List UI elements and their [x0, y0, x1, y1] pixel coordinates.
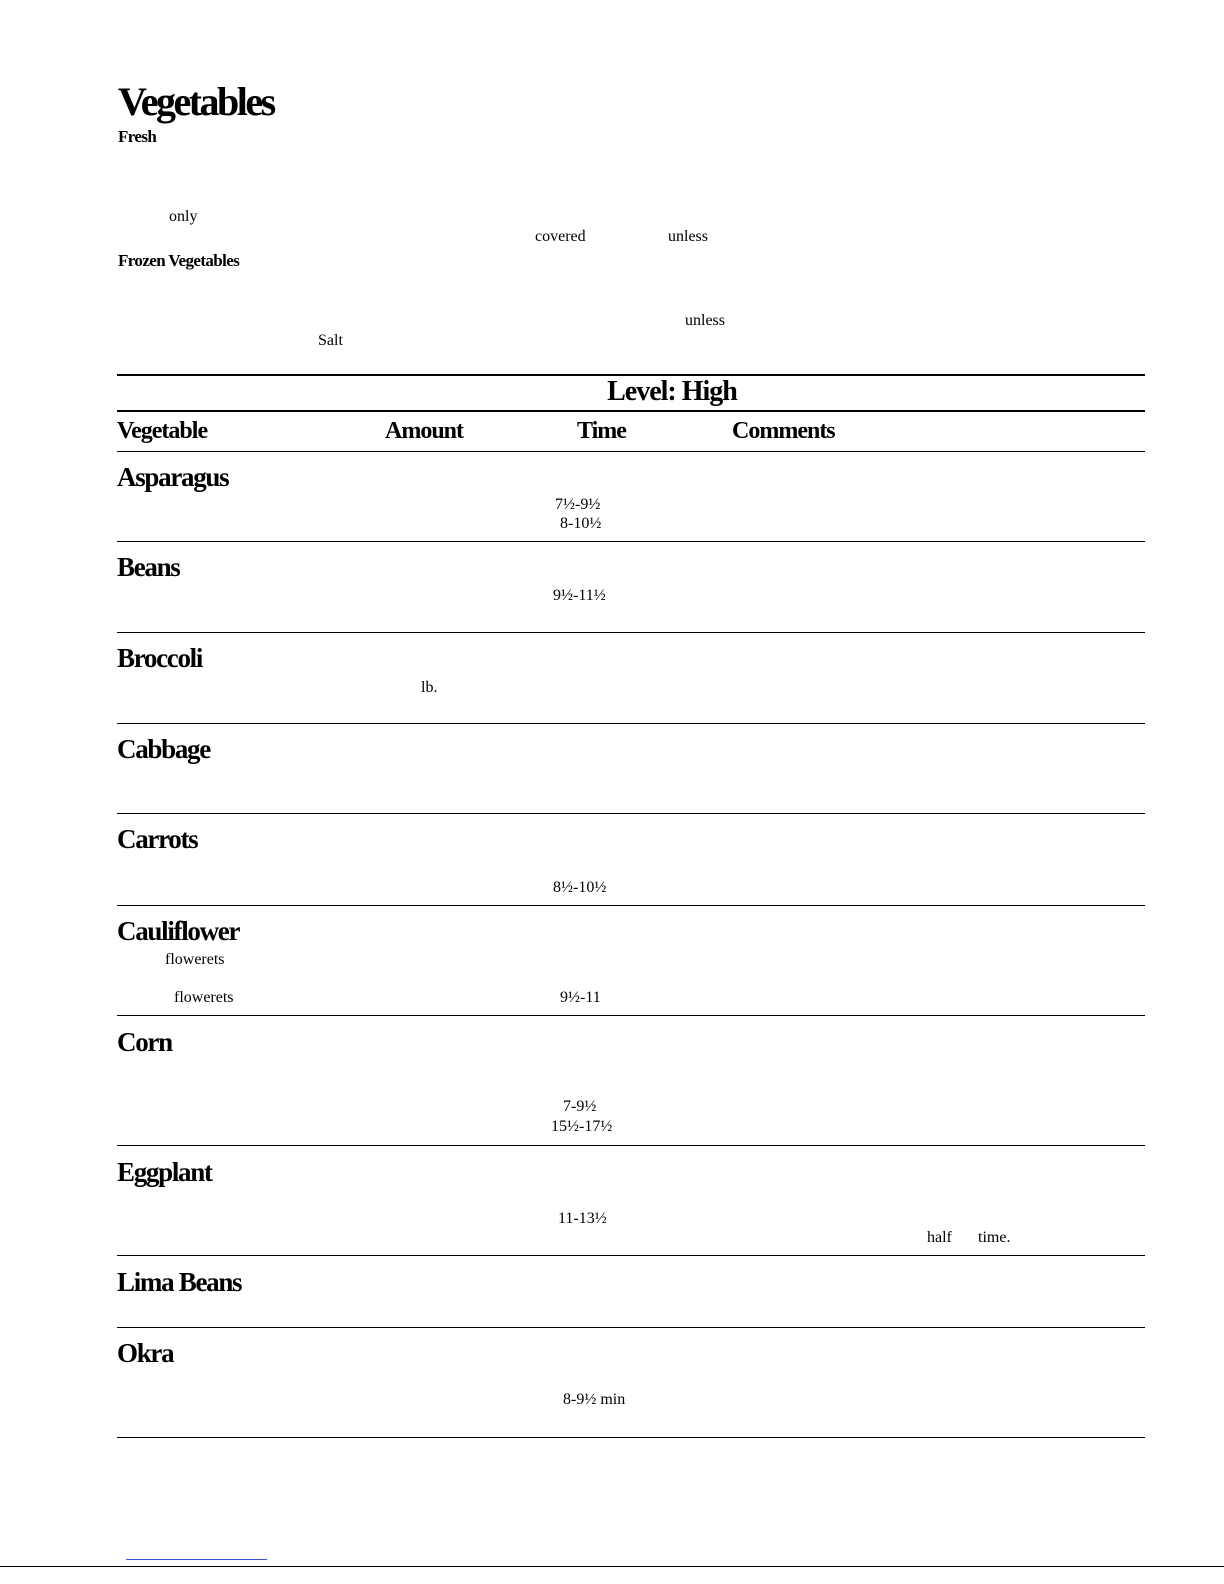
- col-header-time: Time: [577, 418, 626, 444]
- vegetable-broccoli: Broccoli: [117, 643, 203, 673]
- vegetable-eggplant: Eggplant: [117, 1157, 212, 1187]
- time-value: 7-9½: [563, 1098, 597, 1115]
- amount-fragment: lb.: [421, 679, 438, 696]
- table-bottom-rule: [117, 1437, 1145, 1438]
- row-divider: [117, 1255, 1145, 1256]
- power-level-label: Level: High: [607, 376, 737, 407]
- vegetable-beans: Beans: [117, 552, 180, 582]
- row-divider: [117, 905, 1145, 906]
- col-header-amount: Amount: [385, 418, 464, 444]
- time-value: 9½-11½: [553, 587, 606, 604]
- row-divider: [117, 1327, 1145, 1328]
- vegetable-cabbage: Cabbage: [117, 734, 210, 764]
- row-divider: [117, 813, 1145, 814]
- vegetable-cauliflower: Cauliflower: [117, 916, 240, 946]
- intro-fragment-unless: unless: [668, 228, 708, 245]
- vegetable-okra: Okra: [117, 1338, 174, 1368]
- vegetable-corn: Corn: [117, 1027, 172, 1057]
- row-divider: [117, 723, 1145, 724]
- vegetable-asparagus: Asparagus: [117, 462, 229, 492]
- time-value: 11-13½: [558, 1210, 607, 1227]
- level-rule: [117, 410, 1145, 412]
- col-header-vegetable: Vegetable: [117, 418, 208, 444]
- comment-fragment: half: [927, 1229, 952, 1246]
- time-value: 8-10½: [560, 515, 602, 532]
- intro-fragment-salt: Salt: [318, 332, 343, 349]
- vegetable-lima-beans: Lima Beans: [117, 1267, 242, 1297]
- time-value: 9½-11: [560, 989, 601, 1006]
- row-divider: [117, 1015, 1145, 1016]
- time-value: 8½-10½: [553, 879, 607, 896]
- intro-fragment-covered: covered: [535, 228, 586, 245]
- header-rule: [117, 451, 1145, 452]
- row-divider: [117, 541, 1145, 542]
- col-header-comments: Comments: [732, 418, 835, 444]
- intro-fragment-only: only: [169, 208, 198, 225]
- footer-rule: [0, 1566, 1224, 1567]
- time-value: 15½-17½: [551, 1118, 613, 1135]
- intro-fragment-unless-2: unless: [685, 312, 725, 329]
- cauliflower-fragment: flowerets: [174, 989, 234, 1006]
- row-divider: [117, 1145, 1145, 1146]
- frozen-heading: Frozen Vegetables: [118, 251, 240, 270]
- comment-fragment: time.: [978, 1229, 1011, 1246]
- time-value: 8-9½ min: [563, 1391, 626, 1408]
- fresh-heading: Fresh: [118, 127, 157, 146]
- time-value: 7½-9½: [555, 496, 601, 513]
- footer-link-underline: [126, 1559, 267, 1560]
- vegetable-carrots: Carrots: [117, 824, 198, 854]
- cauliflower-fragment: flowerets: [165, 951, 225, 968]
- page-title: Vegetables: [118, 79, 274, 124]
- row-divider: [117, 632, 1145, 633]
